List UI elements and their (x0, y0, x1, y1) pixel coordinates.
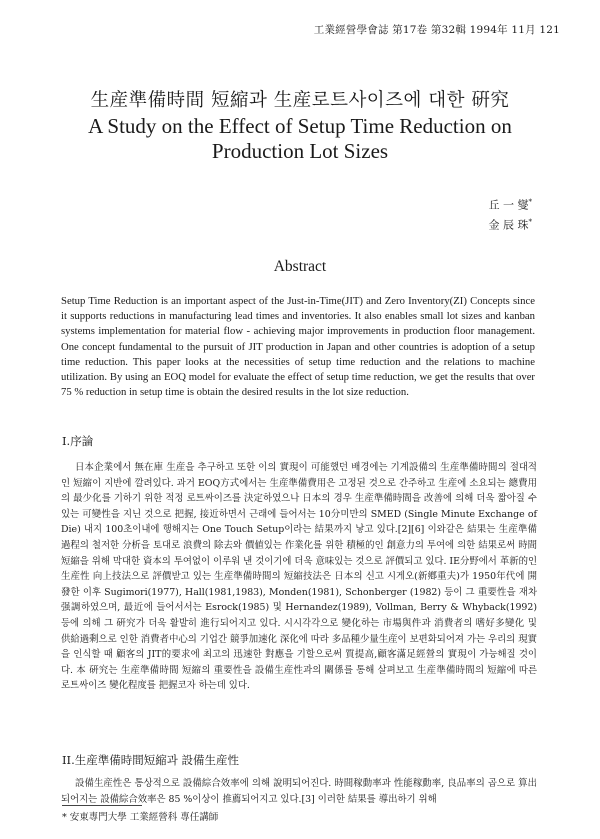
footnote: * 安東專門大學 工業經營科 專任講師 (62, 812, 219, 823)
author-2: 金 辰 珠* (488, 217, 532, 232)
title-english-line1: A Study on the Effect of Setup Time Reduction on (88, 114, 512, 138)
author-block (489, 194, 533, 233)
section-1-heading: I.序論 (62, 434, 94, 448)
section-2-heading: II.生産準備時間短縮과 設備生産性 (62, 753, 240, 767)
abstract-text: Setup Time Reduction is an important aspect of the Just-in-Time(JIT) and Zero Inventory(ZI) Concepts since it supports reductions in manufacturing lead times and inventories. It also enables small lot sizes and kanban systems implementation for material flow - achieving major improvements in production floor management. One concept fundamental to the pursuit of JIT production in Japan and other countries is adoption of a setup time reduction. This paper looks at the necessities of setup time reduction and the relations to machine utilization. By using an EOQ model for evaluate the effect of setup time reduction, we get the results that over 75 % reduction in setup time is obtain the desired results in the lot size reduction. (61, 295, 535, 399)
title-korean: 生産準備時間 短縮과 生産로트사이즈에 대한 硏究 (90, 90, 510, 111)
footnote-divider (62, 805, 142, 806)
section-2-paragraph: 設備生産性은 통상적으로 設備綜合效率에 의해 說明되어진다. 時間稼動率과 性能稼動率, 良品率의 곱으로 算出되어지는 設備綜合效率은 85 %이상이 推薦되어지고 있다.[3] 이러한 結果를 導出하기 위해 (61, 778, 537, 805)
journal-header: 工業經營學會誌 第17卷 第32輯 1994年 11月 121 (313, 24, 560, 36)
abstract-heading: Abstract (273, 258, 327, 275)
title-english-line2: Production Lot Sizes (211, 139, 389, 163)
author-1: 丘 一 燮* (488, 198, 532, 212)
section-1-paragraph: 日本企業에서 無在庫 生産을 추구하고 또한 이의 實現이 可能했던 배경에는 기계設備의 生産準備時間의 절대적인 短縮이 지반에 깔려있다. 과거 EOQ方式에서는 生産準備費用은 고정된 것으로 간주하고 生産에 소요되는 總費用의 最少化를 기하기 위한 적정 로트싸이즈를 決定하였으나 日本의 경우 生産準備時間을 改善에 의해 더욱 짧아질 수 있는 可變性을 지닌 것으로 把握, 接近하면서 근래에 들어서는 10分미만의 SMED (Single Minute Exchange of Die) 내지 100초이내에 행해지는 One Touch Setup이라는 結果까지 낳고 있다.[2][6] 이와같은 結果는 生産準備過程의 철저한 分析을 토대로 浪費의 除去와 價値있는 作業化를 위한 積極的인 創意力의 투여에 의한 結果로써 時間短縮을 위해 막대한 資本의 투여없이 이루워 낸 것이기에 더욱 意味있는 것으로 評價되고 있다. IE分野에서 革新的인 生産性 向上技法으로 評價받고 있는 生産準備時間의 短縮技法은 日本의 신고 시게오(新鄕重夫)가 1950年代에 開發한 이후 Sugimori(1977), Hall(1981,1983), Monden(1981), Schonberger (1982) 등이 그 重要性을 재차 强調하였으며, 最近에 들어서서는 Esrock(1985) 및 Hernandez(1989), Vollman, Berry & Whyback(1992)등에 의해 그 硏究가 더욱 활발히 進行되어지고 있다. 시시각각으로 變化하는 市場與件과 消費者의 嗜好多變化 및 供給過剩으로 인한 消費者中心의 기업간 競爭加速化 深化에 따라 多品種少量生産이 보편화되어져 가는 우리의 現實을 인식할 때 顧客의 JIT的要求에 최고의 迅速한 對應을 기할으로써 質提高,顧客滿足經營의 實現이 가능해질 것이다. 本 硏究는 生産準備時間 短縮의 重要性을 設備生産性과의 關係를 통해 살펴보고 生産準備時間의 短縮에 따른 로트싸이즈 變化程度를 把握코자 하는데 있다. (61, 462, 537, 692)
